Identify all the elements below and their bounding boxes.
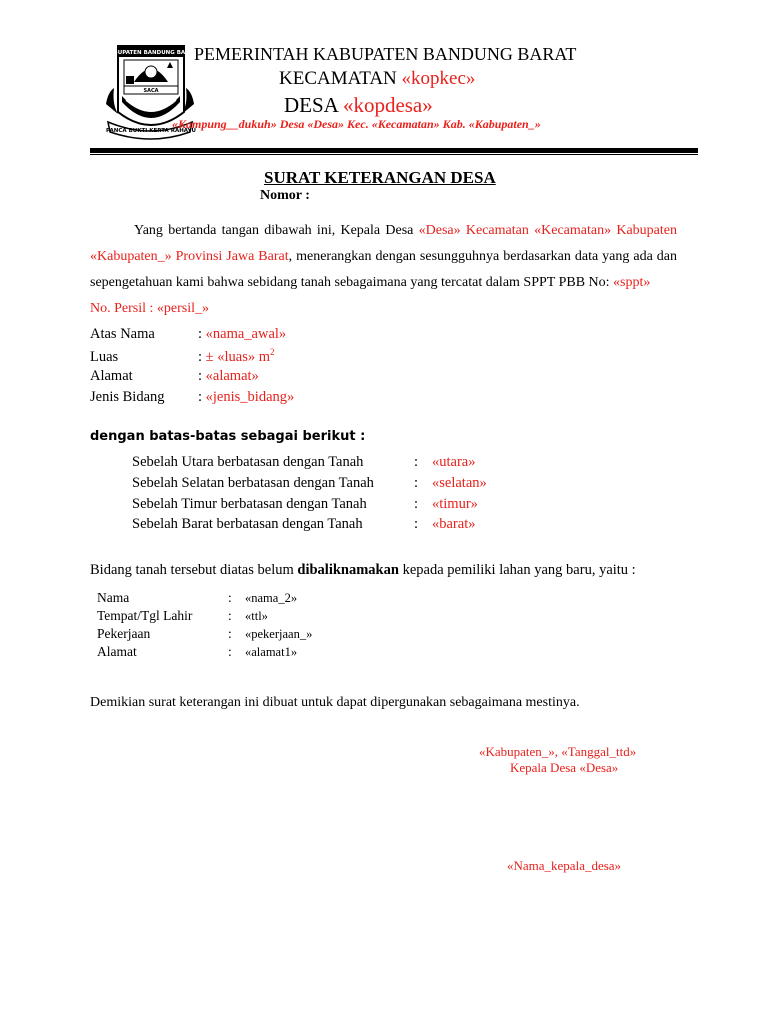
logo-top-text: KABUPATEN BANDUNG BARAT (105, 50, 196, 56)
boundary-row-west (132, 516, 475, 533)
owner-label: Alamat (90, 368, 133, 384)
header-kecamatan-prefix: KECAMATAN (279, 68, 402, 89)
header-address: «Kampung__dukuh» Desa «Desa» Kec. «Kecamatan» Kab. «Kabupaten_» (172, 117, 541, 131)
signature-place-date: «Kabupaten_», «Tanggal_ttd» (479, 744, 637, 759)
new-owner-colon: : (228, 626, 232, 641)
new-owner-label: Nama (97, 590, 130, 605)
closing-statement: Demikian surat keterangan ini dibuat untuk dapat dipergunakan sebagaimana mestinya. (90, 695, 580, 710)
intro-field-persil: No. Persil : «persil_» (90, 301, 209, 316)
boundary-label: Sebelah Utara berbatasan dengan Tanah (132, 454, 364, 470)
new-owner-label: Pekerjaan (97, 626, 151, 641)
owner-row-address (90, 368, 259, 385)
boundary-label: Sebelah Timur berbatasan dengan Tanah (132, 496, 367, 512)
boundary-value: «timur» (432, 496, 478, 512)
boundaries-heading: dengan batas-batas sebagai berikut : (90, 429, 366, 444)
boundary-value: «barat» (432, 516, 476, 532)
signature-position-field: «Desa» (579, 760, 619, 775)
intro-paragraph (90, 218, 677, 322)
new-owner-label: Alamat (97, 644, 137, 659)
transfer-text-2: kepada pemiliki lahan yang baru, yaitu : (398, 562, 636, 578)
logo-band-text: SACA (143, 88, 159, 94)
new-owner-label: Tempat/Tgl Lahir (97, 608, 193, 623)
boundary-colon: : (414, 454, 419, 470)
boundary-value: «utara» (432, 454, 476, 470)
header-kecamatan-line (279, 68, 475, 90)
intro-text-1: Yang bertanda tangan dibawah ini, Kepala Desa (134, 223, 419, 238)
intro-text-2: , menerangkan dengan sesungguhnya berdasarkan data yang ada dan sepengetahuan kami bahwa sebidang tanah sebagaimana yang tercatat dalam SPPT PBB No: (90, 249, 678, 290)
header-divider-thin (90, 154, 698, 155)
owner-value: «nama_awal» (205, 326, 287, 342)
boundary-label: Sebelah Selatan berbatasan dengan Tanah (132, 475, 374, 491)
boundary-row-south (132, 475, 487, 492)
new-owner-value: «ttl» (245, 609, 268, 623)
boundary-colon: : (414, 516, 419, 532)
boundary-row-east (132, 496, 478, 513)
header-desa-line (284, 93, 433, 118)
header-desa-field: «kopdesa» (342, 93, 433, 117)
owner-area-value: ± «luas» m (205, 348, 270, 365)
owner-colon: : (198, 326, 203, 342)
header-government-line: PEMERINTAH KABUPATEN BANDUNG BARAT (194, 44, 577, 64)
intro-field-village-region: «Desa» Kecamatan «Kecamatan» Kabupaten «Kabupaten_» Provinsi Jawa Barat (90, 223, 677, 264)
boundary-value: «selatan» (432, 475, 487, 491)
owner-value: «alamat» (205, 368, 259, 384)
owner-label: Atas Nama (90, 326, 155, 342)
new-owner-row-birth (97, 608, 268, 624)
owner-row-area (90, 347, 275, 366)
transfer-bold-term: dibaliknamakan (297, 562, 399, 578)
owner-colon: : (198, 368, 203, 384)
logo-bottom-text: PANCA BUKTI KERTA RAHAYU (105, 128, 196, 134)
new-owner-row-job (97, 626, 312, 642)
signature-name: «Nama_kepala_desa» (507, 858, 622, 873)
new-owner-value: «pekerjaan_» (245, 627, 313, 641)
signature-position-prefix: Kepala Desa (510, 760, 580, 775)
boundary-label: Sebelah Barat berbatasan dengan Tanah (132, 516, 363, 532)
transfer-statement (90, 562, 636, 579)
owner-label: Jenis Bidang (90, 389, 165, 405)
new-owner-row-address (97, 644, 297, 660)
owner-area-unit-sup: 2 (270, 347, 275, 357)
document-title: SURAT KETERANGAN DESA (264, 168, 496, 187)
header-divider-thick (90, 148, 698, 153)
document-number-label: Nomor : (260, 188, 310, 203)
new-owner-colon: : (228, 590, 232, 605)
header-kecamatan-field: «kopkec» (401, 68, 476, 89)
signature-position (510, 760, 618, 776)
new-owner-row-name (97, 590, 297, 606)
owner-row-type (90, 389, 294, 406)
transfer-text-1: Bidang tanah tersebut diatas belum (90, 562, 298, 578)
owner-label: Luas (90, 348, 119, 365)
new-owner-colon: : (228, 644, 232, 659)
new-owner-value: «alamat1» (245, 645, 298, 659)
boundary-colon: : (414, 496, 419, 512)
boundary-row-north (132, 454, 475, 471)
intro-field-sppt: «sppt» (613, 275, 651, 290)
header-desa-prefix: DESA (284, 93, 343, 117)
boundary-colon: : (414, 475, 419, 491)
owner-colon: : (198, 389, 203, 405)
new-owner-value: «nama_2» (245, 591, 298, 605)
owner-row-name (90, 326, 286, 343)
owner-colon: : (198, 348, 203, 365)
owner-value: «jenis_bidang» (205, 389, 295, 405)
owner-value (206, 349, 275, 365)
new-owner-colon: : (228, 608, 232, 623)
